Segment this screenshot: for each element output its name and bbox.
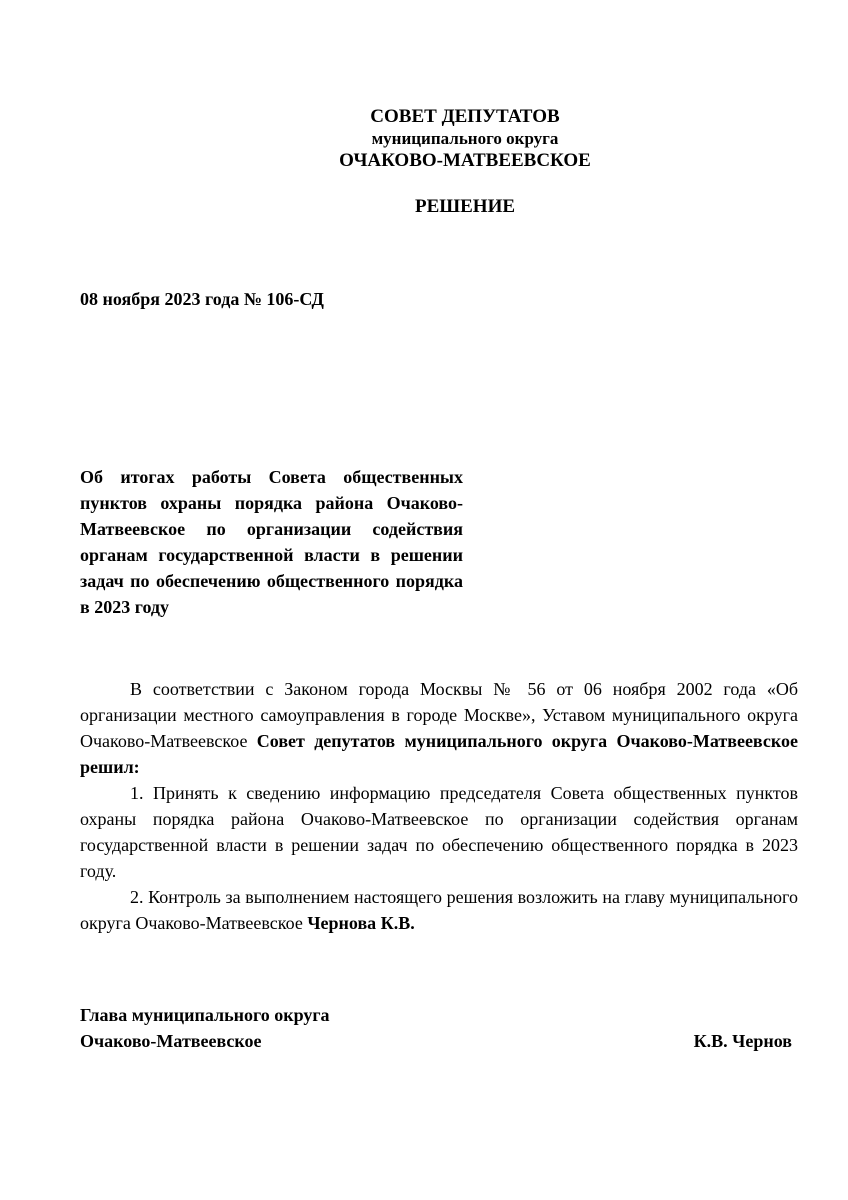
signatory-title-line2: Очаково-Матвеевское bbox=[80, 1031, 262, 1051]
item2-text: 2. Контроль за выполнением настоящего решения возложить на главу муниципального округа Очаково-Матвеевское bbox=[80, 887, 798, 933]
decision-body bbox=[80, 676, 798, 936]
item2-person: Чернова К.В. bbox=[307, 913, 415, 933]
decision-subject: Об итогах работы Совета общественных пунктов охраны порядка района Очаково-Матвеевское по организации содействия органам государственной власти в решении задач по обеспечению общественного порядка в 2023 году bbox=[80, 467, 463, 617]
district-name: ОЧАКОВО-МАТВЕЕВСКОЕ bbox=[339, 150, 591, 171]
decision-heading: РЕШЕНИЕ bbox=[414, 196, 516, 217]
signature-row bbox=[80, 1028, 792, 1054]
decision-item-2 bbox=[80, 884, 798, 936]
intro-paragraph bbox=[80, 676, 798, 780]
council-subtitle: муниципального округа bbox=[371, 129, 559, 148]
signature-block bbox=[80, 1002, 792, 1054]
signatory-title-line1: Глава муниципального округа bbox=[80, 1005, 330, 1025]
intro-resolution: Совет депутатов муниципального округа Очаково-Матвеевское решил: bbox=[80, 731, 798, 777]
council-title: СОВЕТ ДЕПУТАТОВ bbox=[370, 106, 560, 127]
decision-date-number: 08 ноября 2023 года № 106-СД bbox=[80, 289, 324, 309]
decision-item-1: 1. Принять к сведению информацию председателя Совета общественных пунктов охраны порядка района Очаково-Матвеевское по организации содействия органам государственной власти в решении задач по обеспечению общественного порядка в 2023 году. bbox=[80, 783, 798, 881]
intro-text: В соответствии с Законом города Москвы № 56 от 06 ноября 2002 года «Об организации местного самоуправления в городе Москве», Уставом муниципального округа Очаково-Матвеевское bbox=[80, 679, 798, 751]
signatory-name: К.В. Чернов bbox=[693, 1031, 792, 1051]
